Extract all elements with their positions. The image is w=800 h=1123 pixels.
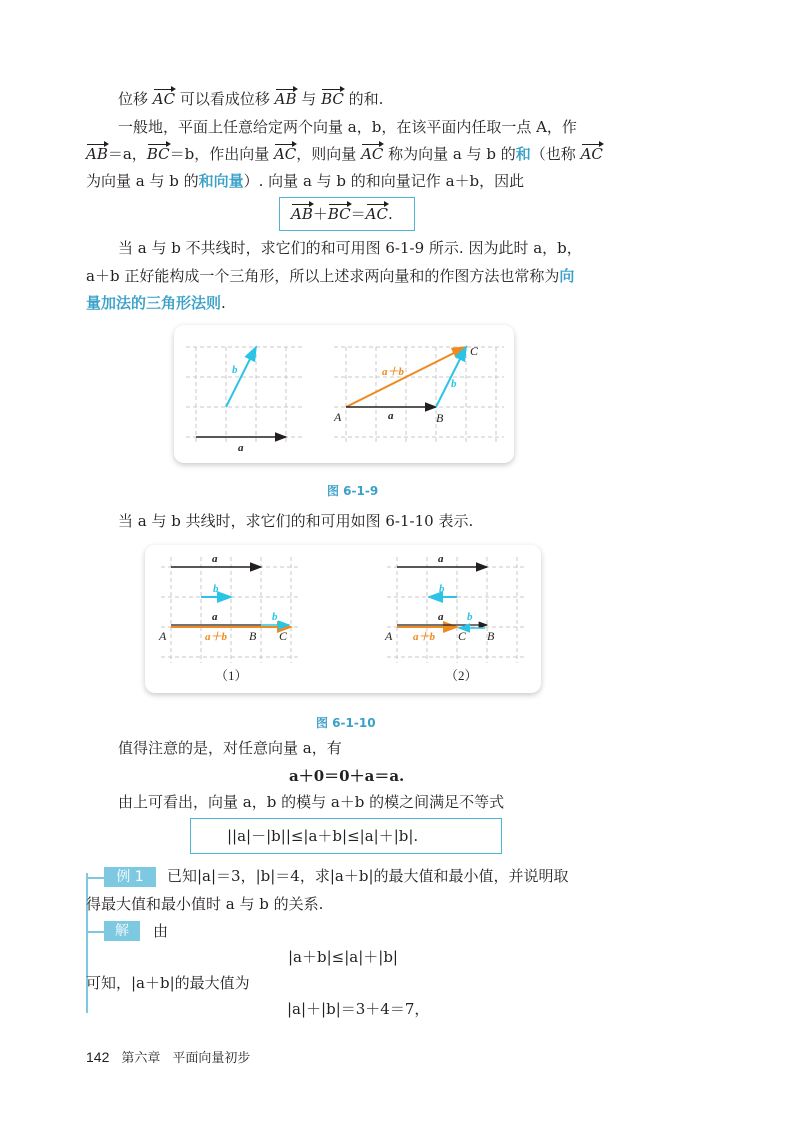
text: 得最大值和最小值时 a 与 b 的关系. xyxy=(86,895,324,913)
text: 一般地，平面上任意给定两个向量 a，b，在该平面内任取一点 A，作 xyxy=(118,118,577,136)
text: 当 a 与 b 不共线时，求它们的和可用图 6-1-9 所示. 因为此时 a，b， xyxy=(118,239,582,257)
vector-ac: AC xyxy=(365,205,388,223)
solution-tag: 解 xyxy=(104,921,140,941)
label-b: b xyxy=(213,583,219,595)
solution-tick xyxy=(86,931,104,933)
label-b: b xyxy=(467,611,473,623)
label-a: a xyxy=(438,553,444,565)
text: ＝b，作出向量 xyxy=(169,145,274,163)
text: . xyxy=(221,294,226,312)
text: 的和. xyxy=(343,90,384,108)
label-b: b xyxy=(451,378,457,390)
text: a＋b 正好能构成一个三角形，所以上述求两向量和的作图方法也常称为 xyxy=(86,267,560,285)
vector-ab: AB xyxy=(291,205,313,223)
panel-number: （1） xyxy=(215,668,248,683)
label-a: a xyxy=(212,553,218,565)
paragraph-line xyxy=(118,88,383,110)
text: 值得注意的是，对任意向量 a，有 xyxy=(118,739,342,757)
paragraph-line xyxy=(86,893,323,915)
vector-bc: BC xyxy=(327,205,351,223)
figure-caption: 图 6-1-9 xyxy=(327,484,379,498)
paragraph-line xyxy=(118,237,582,259)
term-highlight: 量加法的三角形法则 xyxy=(86,294,222,312)
label-a: a xyxy=(212,611,218,623)
example-tick xyxy=(86,877,104,879)
vector-ac: AC xyxy=(361,145,384,163)
label-b: b xyxy=(232,364,238,376)
text: 可以看成位移 xyxy=(175,90,270,108)
label-a: a xyxy=(388,410,394,422)
paragraph-line xyxy=(86,265,574,287)
chapter-label: 第六章 xyxy=(121,1051,161,1066)
text: a＋0＝0＋a＝a. xyxy=(289,767,405,785)
panel-number: （2） xyxy=(445,668,478,683)
vector-bc: BC xyxy=(321,90,344,108)
label-a-plus-b: a＋b xyxy=(205,631,227,643)
text: 称为向量 a 与 b 的 xyxy=(383,145,516,163)
figure-6-1-9 xyxy=(174,325,514,463)
text: ，则向量 xyxy=(296,145,362,163)
label-b: b xyxy=(439,583,445,595)
vector-bc: BC xyxy=(146,145,170,163)
text: 位移 xyxy=(118,90,153,108)
figure-6-1-10 xyxy=(145,545,541,693)
paragraph-line xyxy=(118,737,342,759)
text: （也称 xyxy=(530,145,581,163)
text: ||a|－|b||≤|a＋b|≤|a|＋|b|. xyxy=(227,827,419,845)
text: . xyxy=(387,205,393,223)
formula xyxy=(289,765,404,787)
text: ＝a， xyxy=(107,145,147,163)
text: 已知|a|＝3，|b|＝4，求|a＋b|的最大值和最小值，并说明取 xyxy=(167,867,569,885)
term-highlight: 向 xyxy=(559,267,575,285)
formula xyxy=(291,203,393,225)
text: ＝ xyxy=(350,205,366,223)
formula xyxy=(288,946,398,968)
point-b: B xyxy=(487,629,495,643)
point-c: C xyxy=(458,629,467,643)
paragraph-line xyxy=(86,170,524,192)
text: |a|＋|b|＝3＋4＝7， xyxy=(287,1000,430,1018)
term-highlight: 和 xyxy=(515,145,531,163)
paragraph-line xyxy=(167,865,569,887)
vector-ac: AC xyxy=(152,90,176,108)
text: |a＋b|≤|a|＋|b| xyxy=(288,948,398,966)
paragraph-line xyxy=(86,972,250,994)
point-a: A xyxy=(334,410,342,424)
example-tag: 例 1 xyxy=(104,867,156,887)
figure-caption: 图 6-1-10 xyxy=(316,716,376,730)
label-a-plus-b: a＋b xyxy=(413,631,435,643)
text: 可知，|a＋b|的最大值为 xyxy=(86,974,250,992)
page-footer xyxy=(86,1047,250,1066)
figure-svg xyxy=(174,325,514,463)
label-a: a xyxy=(438,611,444,623)
point-a: A xyxy=(385,629,393,643)
label-a: a xyxy=(238,442,244,454)
vector-ab: AB xyxy=(86,145,108,163)
point-b: B xyxy=(436,411,444,425)
text: 与 xyxy=(296,90,322,108)
vector-ac: AC xyxy=(273,145,297,163)
paragraph-line xyxy=(153,920,168,942)
paragraph-line xyxy=(86,143,603,165)
point-b: B xyxy=(249,629,257,643)
label-b: b xyxy=(272,611,278,623)
text: 为向量 a 与 b 的 xyxy=(86,172,199,190)
grid-lines xyxy=(161,557,527,663)
formula xyxy=(287,998,429,1020)
text: 由上可看出，向量 a，b 的模与 a＋b 的模之间满足不等式 xyxy=(118,793,505,811)
text: 由 xyxy=(153,922,169,940)
text: 当 a 与 b 共线时，求它们的和可用如图 6-1-10 表示. xyxy=(118,512,474,530)
point-a: A xyxy=(159,629,167,643)
page-number: 142 xyxy=(86,1049,110,1065)
paragraph-line xyxy=(118,510,473,532)
paragraph-line xyxy=(118,116,577,138)
text: ）. 向量 a 与 b 的和向量记作 a＋b，因此 xyxy=(243,172,525,190)
figure-svg xyxy=(145,545,541,693)
term-highlight: 和向量 xyxy=(198,172,244,190)
formula xyxy=(227,825,418,847)
vector-ab: AB xyxy=(274,90,297,108)
chapter-title: 平面向量初步 xyxy=(172,1051,251,1066)
paragraph-line xyxy=(86,292,226,314)
grid-lines xyxy=(186,347,504,445)
point-c: C xyxy=(279,629,288,643)
paragraph-line xyxy=(118,791,504,813)
vector-ac: AC xyxy=(580,145,603,163)
text: ＋ xyxy=(312,205,328,223)
label-a-plus-b: a＋b xyxy=(382,366,404,378)
point-c: C xyxy=(470,344,479,358)
